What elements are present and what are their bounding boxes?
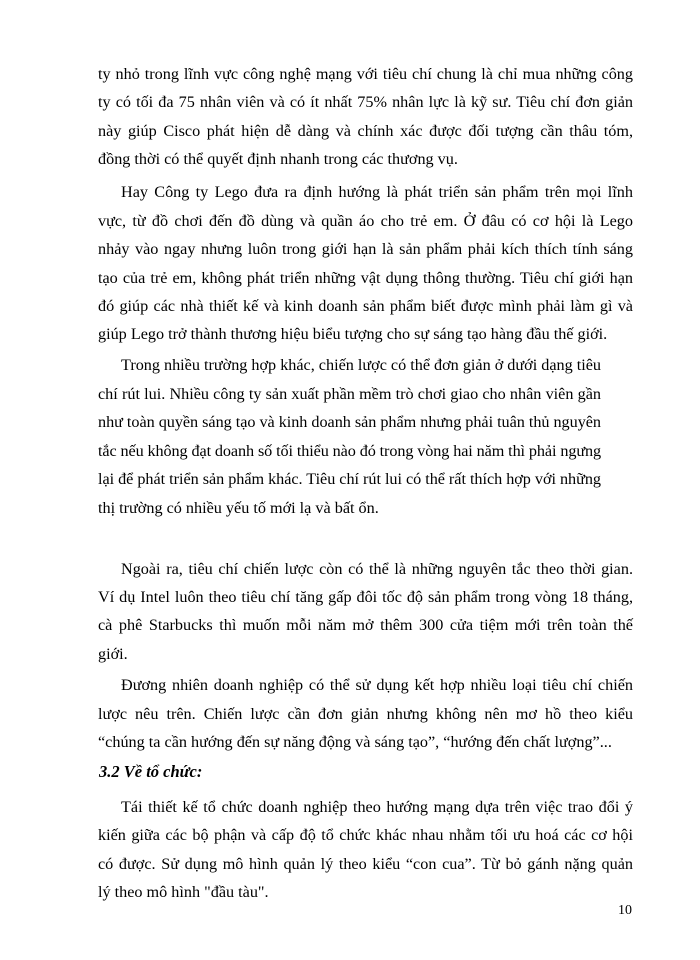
text-line: “chúng ta cần hướng đến sự năng động và sáng tạo”, “hướng đến chất lượng”... [98, 733, 612, 751]
text-line: Trong nhiều trường hợp khác, chiến lược có thể đơn giản ở dưới dạng tiêu [121, 356, 601, 374]
text-line: đó giúp các nhà thiết kế và kinh doanh sản phẩm biết được mình phải làm gì và [98, 297, 633, 315]
text-line: tắc nếu không đạt doanh số tối thiểu nào đó trong vòng hai năm thì phải ngưng [98, 442, 601, 460]
text-line: Hay Công ty Lego đưa ra định hướng là phát triển sản phẩm trên mọi lĩnh [121, 183, 633, 201]
text-line: giúp Lego trở thành thương hiệu biểu tượng cho sự sáng tạo hàng đầu thế giới. [98, 325, 608, 343]
text-line: Đương nhiên doanh nghiệp có thể sử dụng kết hợp nhiều loại tiêu chí chiến [121, 676, 633, 694]
text-line: Ngoài ra, tiêu chí chiến lược còn có thể là những nguyên tắc theo thời gian. [121, 560, 633, 578]
text-line: đồng thời có thể quyết định nhanh trong các thương vụ. [98, 150, 458, 168]
text-line: cà phê Starbucks thì muốn mỗi năm mở thêm 300 cửa tiệm mới trên toàn thế [98, 616, 633, 634]
section-heading: 3.2 Về tổ chức: [99, 762, 203, 781]
text-line: Ví dụ Intel luôn theo tiêu chí tăng gấp đôi tốc độ sản phẩm trong vòng 18 tháng, [98, 588, 633, 606]
text-line: lược nêu trên. Chiến lược cần đơn giản nhưng không nên mơ hồ theo kiểu [98, 705, 633, 723]
text-line: thị trường có nhiều yếu tố mới lạ và bất ổn. [98, 499, 379, 517]
text-line: nhảy vào ngay nhưng luôn trong giới hạn là sản phẩm phải kích thích tính sáng [98, 240, 633, 258]
text-line: lý theo mô hình "đầu tàu". [98, 883, 269, 901]
text-line: như toàn quyền sáng tạo và kinh doanh sản phẩm nhưng phải tuân thủ nguyên [98, 413, 601, 431]
text-line: ty có tối đa 75 nhân viên và có ít nhất 75% nhân lực là kỹ sư. Tiêu chí đơn giản [98, 93, 633, 111]
text-line: này giúp Cisco phát hiện dễ dàng và chính xác được đối tượng cần thâu tóm, [98, 122, 633, 140]
text-line: Tái thiết kế tổ chức doanh nghiệp theo hướng mạng dựa trên việc trao đổi ý [121, 798, 633, 816]
page-number: 10 [618, 903, 632, 918]
text-line: ty nhỏ trong lĩnh vực công nghệ mạng với tiêu chí chung là chỉ mua những công [98, 65, 633, 83]
text-line: có được. Sử dụng mô hình quản lý theo kiểu “con cua”. Từ bỏ gánh nặng quản [98, 855, 633, 873]
text-line: giới. [98, 645, 128, 663]
text-line: kiến giữa các bộ phận và cấp độ tổ chức khác nhau nhằm tối ưu hoá các cơ hội [98, 826, 633, 844]
text-line: tạo của trẻ em, không phát triển những vật dụng thông thường. Tiêu chí giới hạn [98, 269, 633, 287]
text-line: lại để phát triển sản phẩm khác. Tiêu chí rút lui có thể rất thích hợp với những [98, 470, 601, 488]
text-line: chí rút lui. Nhiều công ty sản xuất phần mềm trò chơi giao cho nhân viên gần [98, 385, 601, 403]
text-line: vực, từ đồ chơi đến đồ dùng và quần áo cho trẻ em. Ở đâu có cơ hội là Lego [98, 212, 633, 230]
